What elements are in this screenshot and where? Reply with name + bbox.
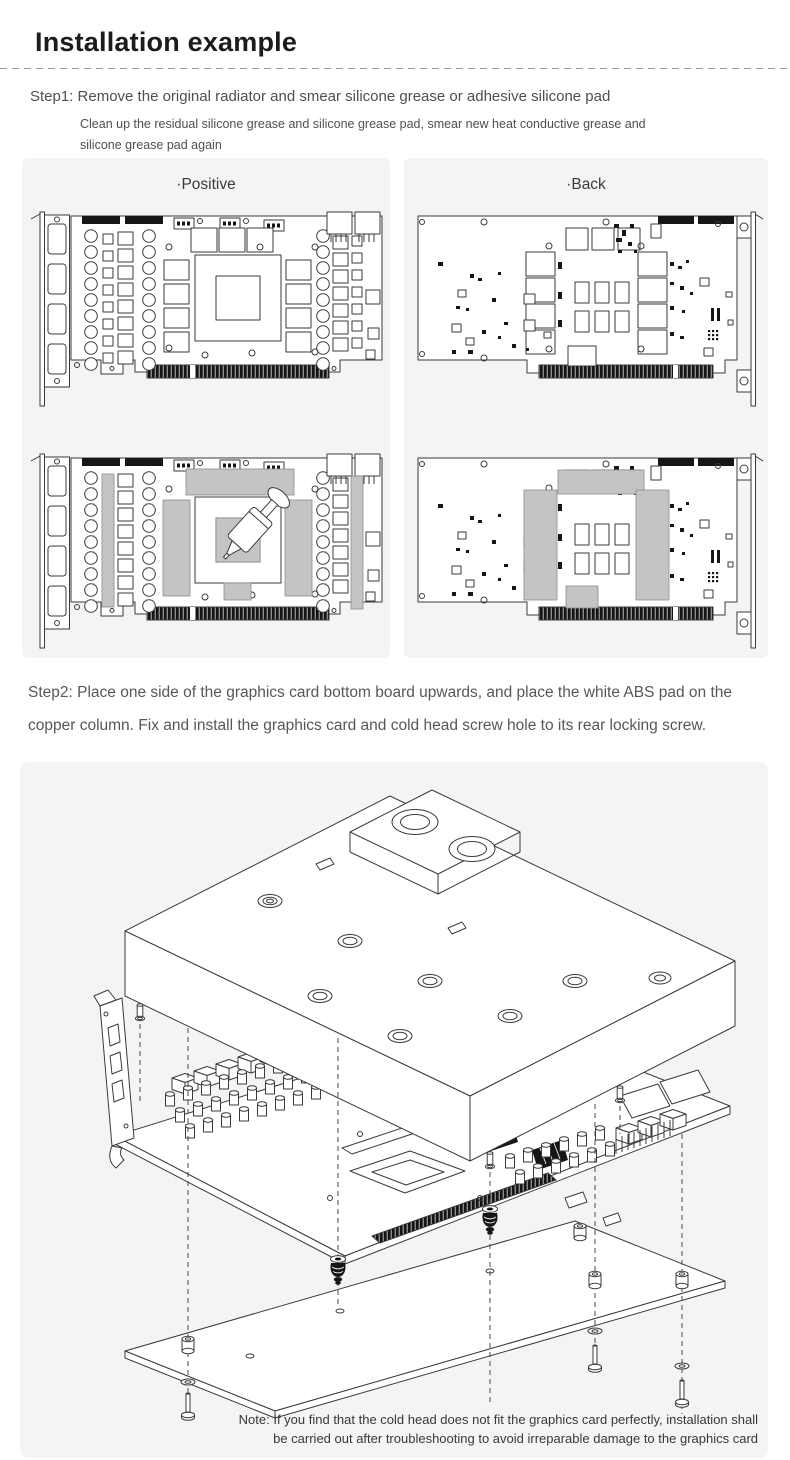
step2-line2: copper column. Fix and install the graphics card and cold head screw hole to its rear locking screw. (28, 717, 707, 734)
standoff-nut-icon (182, 1336, 194, 1353)
spring-plunger-icon (330, 1256, 345, 1285)
step1-subnote-line1: Clean up the residual silicone grease and silicone grease pad, smear new heat conductive grease and (80, 117, 646, 131)
back-panel-label: ·Back (566, 176, 606, 193)
exploded-assembly-drawing (20, 766, 768, 1421)
step1-subnote-line2: silicone grease pad again (80, 138, 222, 152)
standoff-nut-icon (676, 1271, 688, 1288)
copper-column-icon (485, 1152, 494, 1169)
assembly-diagram-panel (20, 762, 768, 1458)
back-side-panel (404, 158, 768, 658)
spring-plunger-icon (482, 1206, 497, 1235)
washer-icon (675, 1363, 689, 1369)
pcb-front-drawing (28, 202, 384, 414)
pcb-back-pads-drawing (408, 444, 764, 656)
positive-side-panel (22, 158, 390, 658)
screw-icon (589, 1345, 602, 1372)
washer-icon (181, 1379, 195, 1385)
dashed-divider (0, 68, 790, 69)
pcb-front-paste-drawing (28, 444, 384, 656)
step1-heading: Step1: Remove the original radiator and smear silicone grease or adhesive silicone pad (30, 88, 611, 105)
pcb-back-drawing (408, 202, 764, 414)
backplate-drawing (125, 1221, 725, 1418)
page-title: Installation example (35, 27, 298, 57)
screw-icon (182, 1393, 195, 1420)
copper-column-icon (615, 1086, 624, 1103)
washer-icon (588, 1328, 602, 1334)
standoff-nut-icon (574, 1223, 586, 1240)
screw-icon (676, 1380, 689, 1407)
caution-note-line1: Note: If you find that the cold head does not fit the graphics card perfectly, installation shall (238, 1412, 758, 1427)
caution-note-line2: be carried out after troubleshooting to avoid irreparable damage to the graphics card (273, 1431, 758, 1446)
copper-column-icon (135, 1004, 144, 1021)
standoff-nut-icon (589, 1271, 601, 1288)
step2-line1: Step2: Place one side of the graphics card bottom board upwards, and place the white ABS pad on the (28, 684, 732, 701)
positive-panel-label: ·Positive (176, 176, 236, 193)
